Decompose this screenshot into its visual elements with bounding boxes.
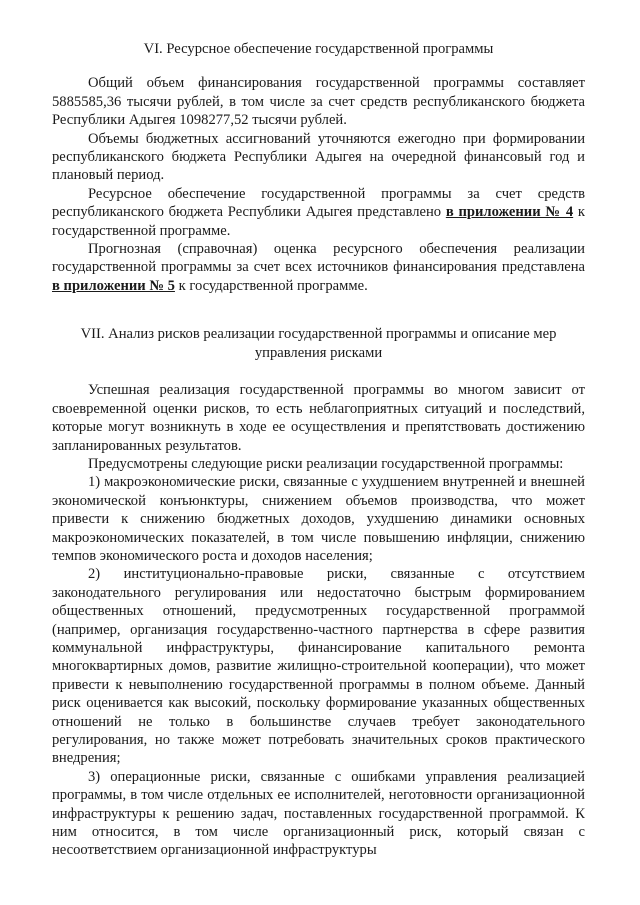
appendix-5-text-before: Прогнозная (справочная) оценка ресурсного обеспечения реализации государственной программы за счет всех источников финансирования представлена bbox=[52, 241, 585, 276]
section-7-paragraph-institutional-risks: 2) институционально-правовые риски, связанные с отсутствием законодательного регулирования или недостаточно быстрым формированием общественных отношений, предусмотренных государственной программой (например, организация государственно-частного партнерства в сфере развития коммунальной инфраструктуры, финансирование капитального ремонта многоквартирных домов, развитие жилищно-строительной кооперации), что может привести к невыполнению государственной программы в полном объеме. Данный риск оценивается как высокий, поскольку формирование указанных общественных отношений не только в большинстве случаев требует законодательного регулирования, но также может потребовать значительных сроков практического внедрения; bbox=[52, 566, 585, 767]
appendix-4-reference: в приложении № 4 bbox=[445, 204, 574, 221]
section-7-paragraph-operational-risks: 3) операционные риски, связанные с ошибками управления реализацией программы, в том числе отдельных ее исполнителей, неготовности организационной инфраструктуры к решению задач, поставленных государственной программой. К ним относится, в том числе организационный риск, который связан с несоответствием организационной инфраструктуры bbox=[52, 768, 585, 859]
section-6-paragraph-budget: Объемы бюджетных ассигнований уточняются ежегодно при формировании республиканского бюджета Республики Адыгея на очередной финансовый год и плановый период. bbox=[52, 130, 585, 184]
section-6-heading: VI. Ресурсное обеспечение государственной программы bbox=[143, 41, 494, 57]
section-6-paragraph-appendix-4 bbox=[52, 185, 585, 240]
appendix-5-reference: в приложении № 5 bbox=[52, 277, 175, 294]
appendix-4-text-before: Ресурсное обеспечение государственной программы за счет средств республиканского бюджета Республики Адыгея представлено bbox=[52, 185, 585, 221]
appendix-4-text-after: к государственной программе. bbox=[52, 204, 586, 239]
section-7-paragraph-intro: Успешная реализация государственной программы во многом зависит от своевременной оценки рисков, то есть неблагоприятных ситуаций и последствий, которые могут возникнуть в ходе ее осуществления и препятствовать достижению запланированных результатов. bbox=[52, 382, 585, 454]
section-7-heading-line-1: VII. Анализ рисков реализации государственной программы и описание мер bbox=[80, 326, 557, 343]
section-6-paragraph-funding: Общий объем финансирования государственной программы составляет 5885585,36 тысячи рублей, в том числе за счет средств республиканского бюджета Республики Адыгея 1098277,52 тысячи рублей. bbox=[52, 75, 585, 129]
section-7-paragraph-macro-risks: 1) макроэкономические риски, связанные с ухудшением внутренней и внешней экономической конъюнктуры, снижением объемов производства, что может привести к снижению бюджетных доходов, ухудшению динамики основных макроэкономических показателей, в том числе повышению инфляции, снижению темпов экономического роста и доходов населения; bbox=[52, 474, 585, 564]
appendix-5-text-after: к государственной программе. bbox=[174, 277, 368, 294]
document-page bbox=[52, 40, 585, 860]
section-6-paragraph-appendix-5 bbox=[52, 240, 585, 295]
section-7-paragraph-risks-list: Предусмотрены следующие риски реализации государственной программы: bbox=[88, 455, 564, 472]
section-7-heading-line-2: управления рисками bbox=[254, 345, 383, 362]
section-7-heading bbox=[52, 325, 585, 363]
